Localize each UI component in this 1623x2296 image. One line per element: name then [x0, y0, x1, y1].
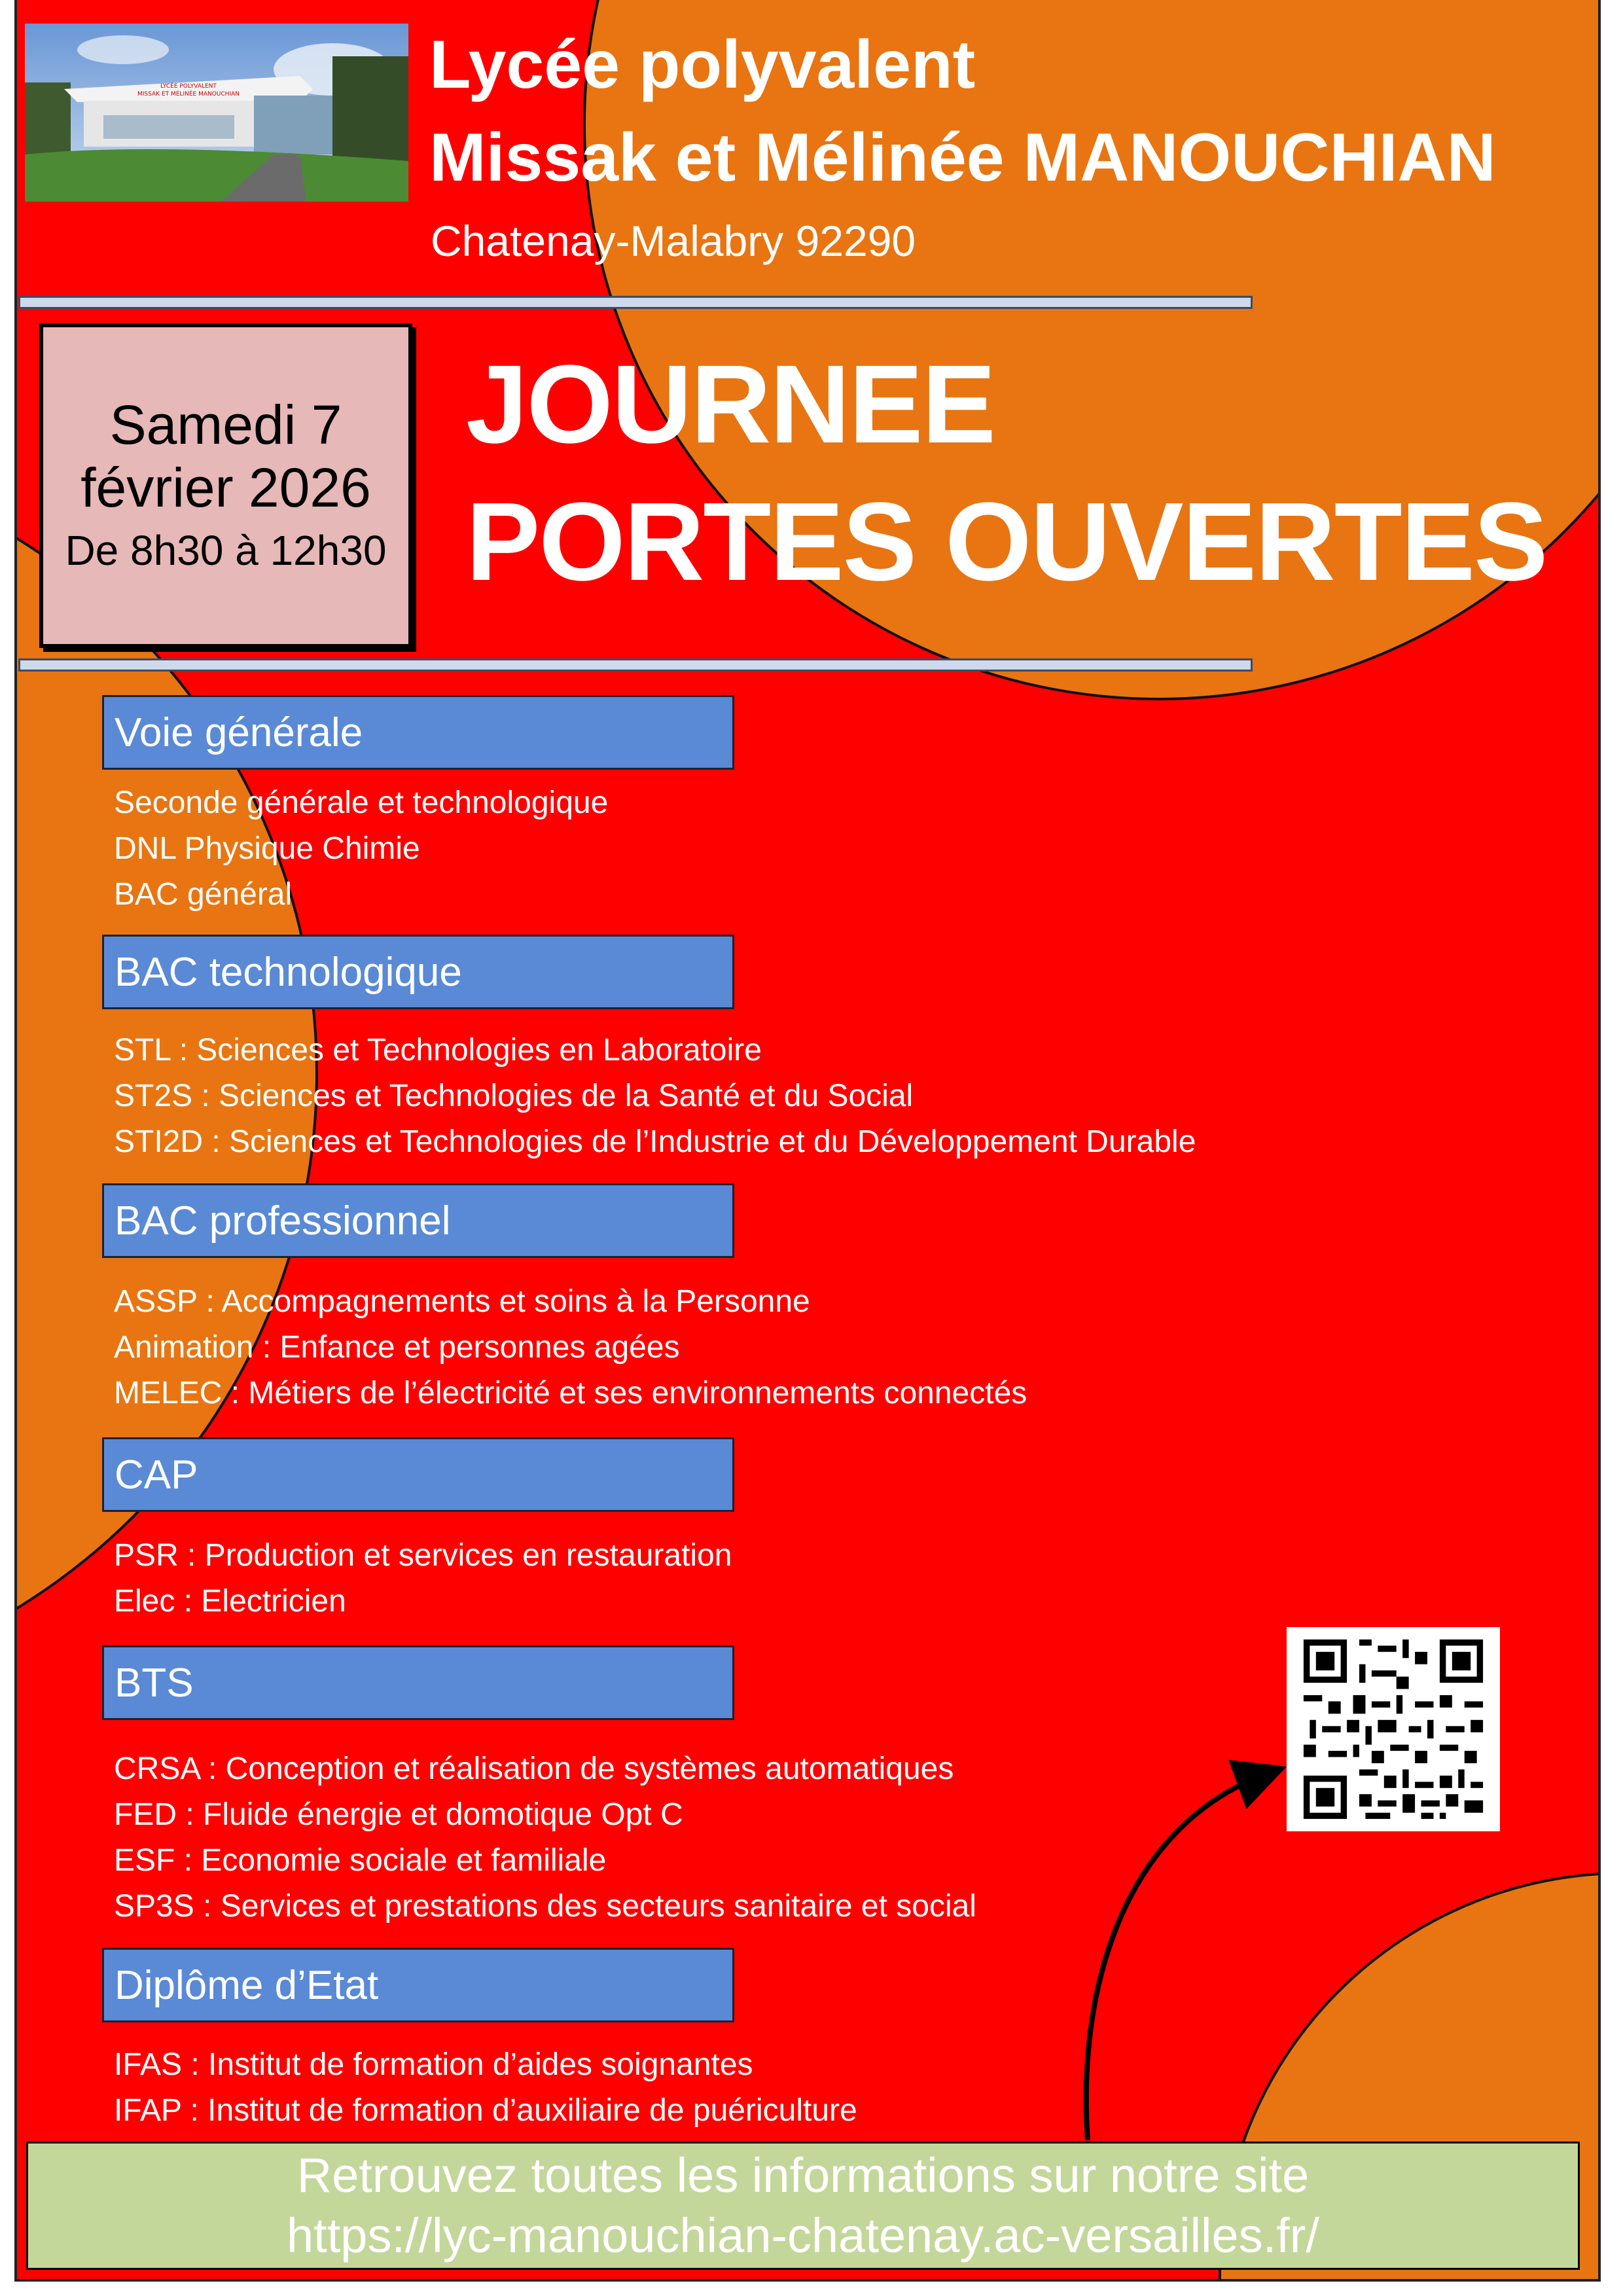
school-city: Chatenay-Malabry 92290 — [431, 217, 916, 265]
arrow-icon — [1064, 1715, 1313, 2147]
event-date-box — [39, 323, 412, 648]
photo-sign-line-2: MISSAK ET MÉLINÉE MANOUCHIAN — [137, 91, 240, 98]
list-item: CRSA : Conception et réalisation de systèmes automatiques — [114, 1751, 954, 1786]
section-items-bac-professionnel — [114, 1279, 1027, 1416]
section-items-cap — [114, 1533, 732, 1624]
section-items-bts — [114, 1746, 976, 1929]
event-title-line-2: PORTES OUVERTES — [466, 480, 1547, 604]
divider-top — [18, 296, 1253, 309]
footer-website-box — [26, 2142, 1580, 2270]
school-name-line-2: Missak et Mélinée MANOUCHIAN — [429, 120, 1496, 196]
event-title-line-1: JOURNEE — [466, 342, 995, 467]
poster — [14, 0, 1601, 2282]
school-building-photo — [25, 24, 408, 202]
footer-text: Retrouvez toutes les informations sur notre site — [296, 2148, 1310, 2202]
event-hours: De 8h30 à 12h30 — [65, 527, 387, 574]
list-item: Elec : Electricien — [114, 1584, 346, 1619]
list-item: IFAS : Institut de formation d’aides soignantes — [114, 2047, 753, 2082]
section-header-voie-generale: Voie générale — [102, 695, 734, 770]
list-item: PSR : Production et services en restauration — [114, 1538, 732, 1573]
divider-bottom — [18, 658, 1253, 672]
list-item: ST2S : Sciences et Technologies de la Santé et du Social — [114, 1079, 914, 1113]
list-item: Seconde générale et technologique — [114, 785, 609, 820]
list-item: BAC général — [114, 877, 293, 912]
section-items-bac-technologique — [114, 1028, 1196, 1165]
section-header-bts: BTS — [102, 1645, 734, 1720]
section-items-voie-generale — [114, 780, 608, 918]
section-header-bac-professionnel: BAC professionnel — [102, 1183, 734, 1258]
list-item: ASSP : Accompagnements et soins à la Personne — [114, 1284, 810, 1319]
list-item: STL : Sciences et Technologies en Laboratoire — [114, 1033, 762, 1067]
section-items-diplome-etat — [114, 2042, 857, 2134]
event-day: Samedi 7 — [109, 393, 342, 456]
list-item: ESF : Economie sociale et familiale — [114, 1843, 607, 1878]
list-item: IFAP : Institut de formation d’auxiliaire de puériculture — [114, 2093, 857, 2128]
section-header-bac-technologique: BAC technologique — [102, 935, 734, 1009]
list-item: MELEC : Métiers de l’électricité et ses environnements connectés — [114, 1376, 1027, 1410]
list-item: DNL Physique Chimie — [114, 831, 420, 866]
qr-code[interactable] — [1287, 1627, 1500, 1831]
school-name-line-1: Lycée polyvalent — [429, 27, 976, 103]
section-header-diplome-etat: Diplôme d’Etat — [102, 1948, 734, 2022]
list-item: FED : Fluide énergie et domotique Opt C — [114, 1797, 683, 1832]
section-header-cap: CAP — [102, 1437, 734, 1512]
website-url-link[interactable]: https://lyc-manouchian-chatenay.ac-versailles.fr/ — [287, 2208, 1319, 2263]
list-item: STI2D : Sciences et Technologies de l’Industrie et du Développement Durable — [114, 1124, 1196, 1159]
event-month-year: février 2026 — [80, 457, 371, 519]
list-item: Animation : Enfance et personnes agées — [114, 1330, 680, 1365]
photo-sign-line-1: LYCÉE POLYVALENT — [160, 83, 217, 90]
list-item: SP3S : Services et prestations des secteurs sanitaire et social — [114, 1889, 976, 1924]
